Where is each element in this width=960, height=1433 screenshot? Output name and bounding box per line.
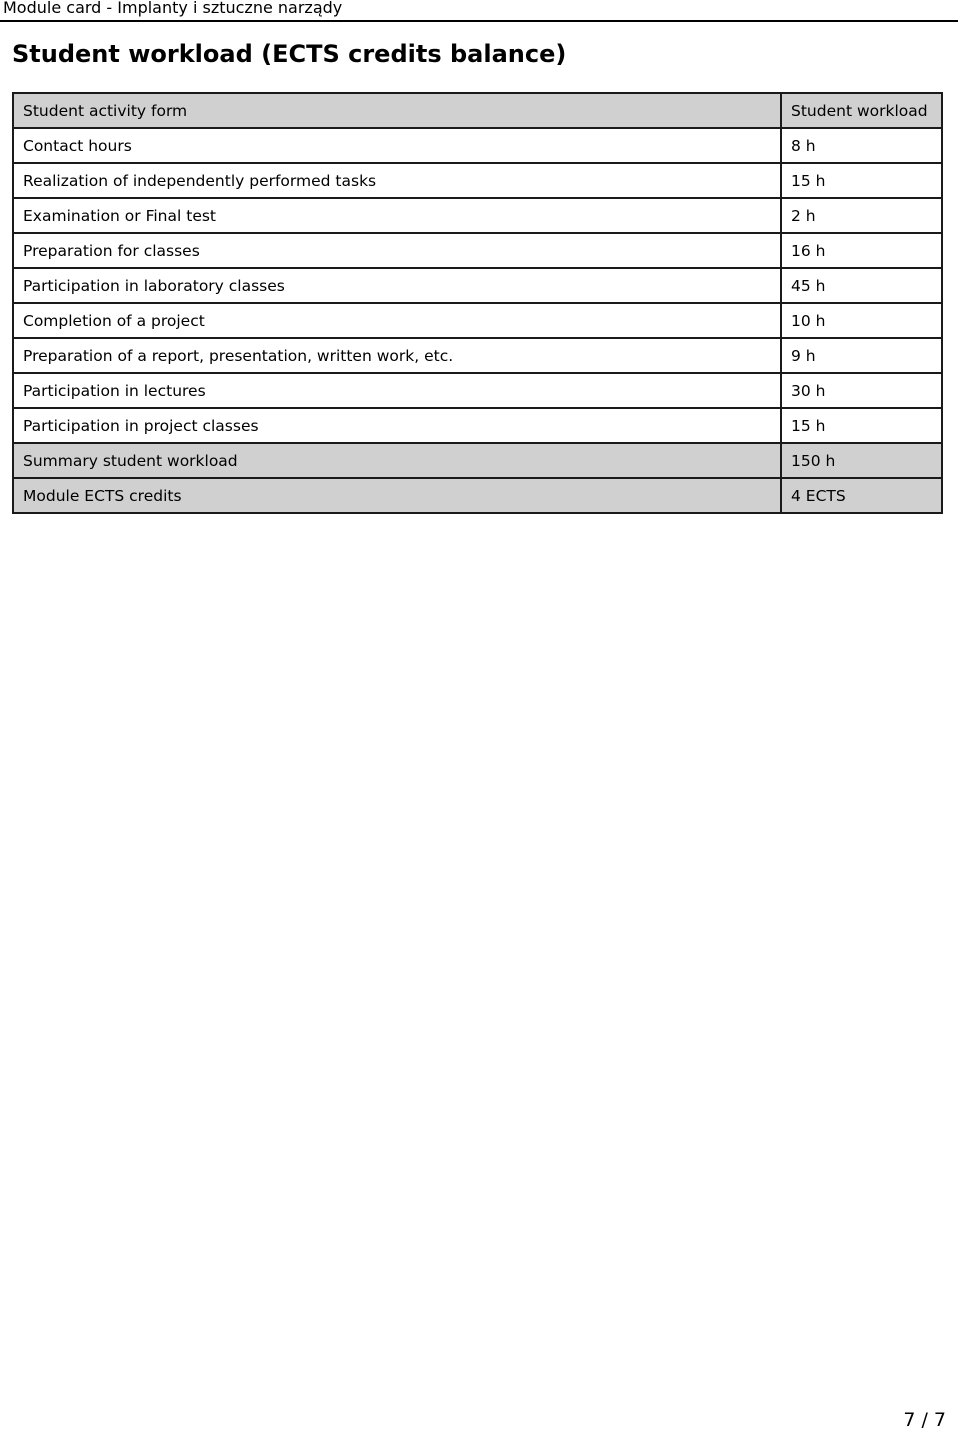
table-row [13, 233, 942, 268]
table-row [13, 303, 942, 338]
column-header-workload: Student workload [781, 93, 942, 128]
workload-cell: 15 h [781, 408, 942, 443]
workload-cell: 8 h [781, 128, 942, 163]
workload-cell: 16 h [781, 233, 942, 268]
workload-cell: 15 h [781, 163, 942, 198]
module-card-title: Module card - Implanty i sztuczne narządy [3, 0, 343, 17]
ects-value: 4 ECTS [781, 478, 942, 513]
workload-cell: 45 h [781, 268, 942, 303]
table-header-row [13, 93, 942, 128]
column-header-activity: Student activity form [13, 93, 781, 128]
table-row [13, 373, 942, 408]
activity-cell: Participation in lectures [13, 373, 781, 408]
table-row [13, 338, 942, 373]
table-row [13, 198, 942, 233]
table-row [13, 163, 942, 198]
activity-cell: Contact hours [13, 128, 781, 163]
ects-label: Module ECTS credits [13, 478, 781, 513]
summary-row [13, 443, 942, 478]
ects-row [13, 478, 942, 513]
activity-cell: Participation in laboratory classes [13, 268, 781, 303]
page-header [0, 0, 958, 22]
table-row [13, 408, 942, 443]
page-number: 7 / 7 [903, 1409, 946, 1431]
workload-cell: 30 h [781, 373, 942, 408]
table-row [13, 128, 942, 163]
workload-table [12, 92, 943, 514]
summary-label: Summary student workload [13, 443, 781, 478]
table-row [13, 268, 942, 303]
activity-cell: Preparation of a report, presentation, written work, etc. [13, 338, 781, 373]
section-title: Student workload (ECTS credits balance) [12, 40, 567, 68]
summary-value: 150 h [781, 443, 942, 478]
workload-cell: 9 h [781, 338, 942, 373]
activity-cell: Participation in project classes [13, 408, 781, 443]
activity-cell: Preparation for classes [13, 233, 781, 268]
workload-cell: 10 h [781, 303, 942, 338]
activity-cell: Examination or Final test [13, 198, 781, 233]
workload-cell: 2 h [781, 198, 942, 233]
activity-cell: Realization of independently performed tasks [13, 163, 781, 198]
activity-cell: Completion of a project [13, 303, 781, 338]
